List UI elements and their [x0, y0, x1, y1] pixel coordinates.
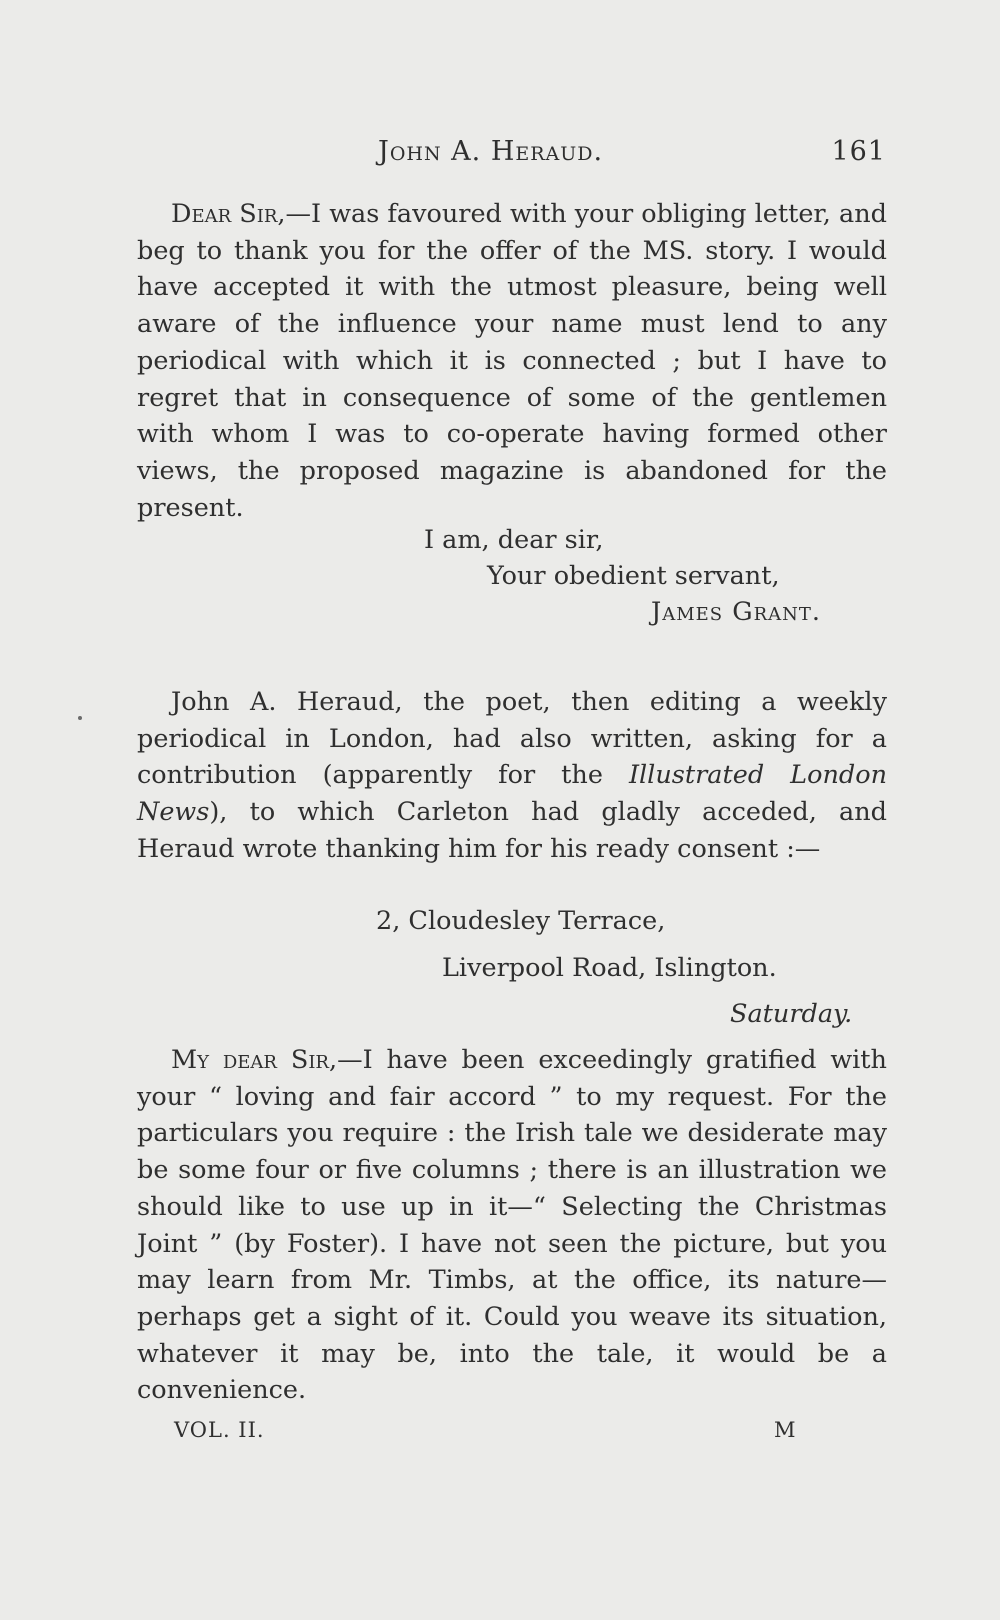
- letter-date: Saturday.: [730, 999, 853, 1029]
- volume-label: VOL. II.: [174, 1418, 265, 1442]
- narrative-text-start: John A. Heraud, the poet, then editing a weekly periodical in London, had also written, asking for a contribution (apparently for the: [137, 687, 887, 791]
- letter-grant-closing-2: Your obedient servant,: [487, 561, 780, 591]
- publication-title: Illustrated London News: [137, 760, 887, 828]
- letter-heraud-salutation: My dear Sir,: [171, 1045, 338, 1075]
- page-number: 161: [831, 136, 886, 167]
- paper-speck: [78, 716, 82, 720]
- narrative-paragraph: [137, 684, 887, 868]
- letter-grant-text: —I was favoured with your obliging letter, and beg to thank you for the offer of the MS. story. I would have accepted it with the utmost pleasure, being well aware of the influence your name must lend to any periodical with which it is connected ; but I have to regret that in consequence of some of the gentlemen with whom I was to co-operate having formed other views, the proposed magazine is abandoned for the present.: [137, 199, 887, 523]
- letter-heraud-text: —I have been exceedingly gratified with your “ loving and fair accord ” to my request. For the particulars you require : the Irish tale we desiderate may be some four or five columns ; there is an illustration we should like to use up in it—“ Selecting the Christmas Joint ” (by Foster). I have not seen the picture, but you may learn from Mr. Timbs, at the office, its nature—perhaps get a sight of it. Could you weave its situation, whatever it may be, into the tale, it would be a convenience.: [137, 1045, 887, 1406]
- narrative-text-end: ), to which Carleton had gladly acceded, and Heraud wrote thanking him for his ready consent :—: [137, 797, 887, 864]
- address-line-2: Liverpool Road, Islington.: [442, 953, 777, 983]
- letter-grant-closing-1: I am, dear sir,: [424, 525, 604, 555]
- page-header: [138, 136, 886, 176]
- address-line-1: 2, Cloudesley Terrace,: [376, 906, 666, 936]
- letter-heraud-body: [137, 1042, 887, 1409]
- letter-grant-salutation: Dear Sir,: [171, 199, 286, 229]
- letter-grant-signature: James Grant.: [651, 597, 822, 627]
- running-head: John A. Heraud.: [378, 136, 604, 167]
- letter-grant-body: [137, 196, 887, 526]
- signature-mark: M: [774, 1418, 797, 1442]
